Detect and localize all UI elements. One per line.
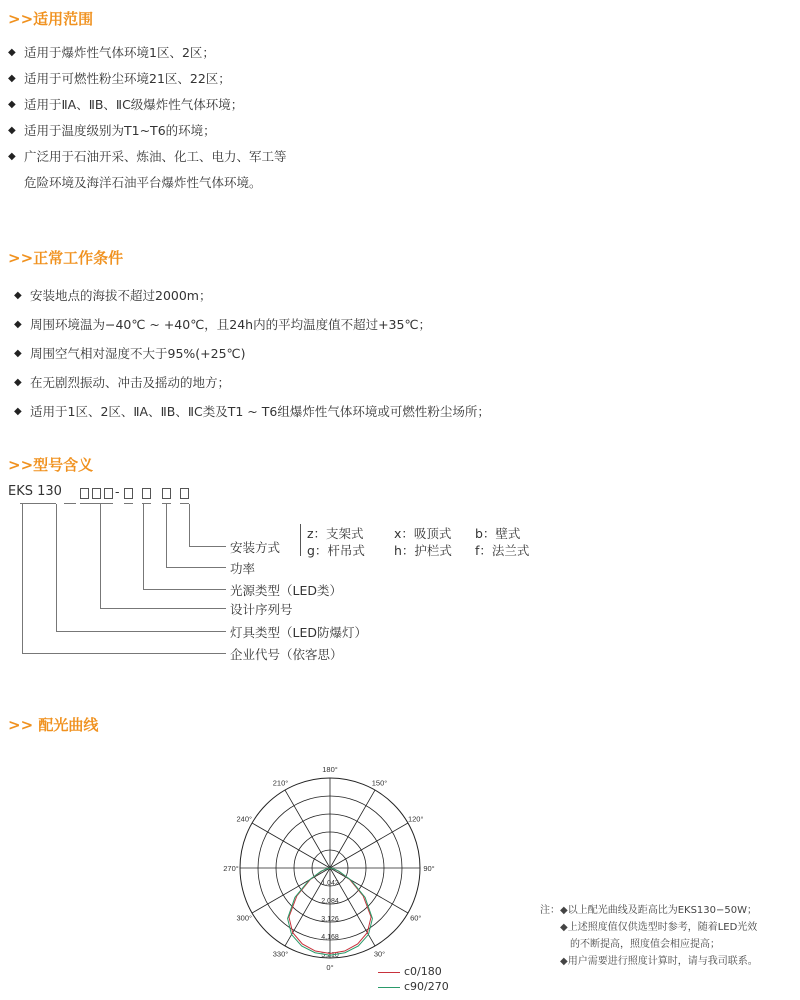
- leader-line: [100, 608, 226, 609]
- model-code-diagram: [8, 484, 568, 664]
- leader-line: [22, 504, 23, 653]
- angle-tick-label: 0°: [326, 963, 334, 972]
- angle-tick-label: 120°: [407, 814, 424, 824]
- radial-tick-label: 3,126: [321, 916, 339, 923]
- list-item: ◆ 适用于可燃性粉尘环境21区、22区；: [8, 66, 287, 92]
- chart-legend: [378, 964, 449, 994]
- polar-spoke: [285, 790, 330, 868]
- mount-option-b: b：壁式: [475, 526, 521, 541]
- company-label: 企业代号（依客思）: [230, 647, 343, 662]
- angle-tick-label: 150°: [371, 778, 388, 788]
- leader-line: [143, 504, 144, 589]
- legend-item: [378, 964, 449, 979]
- code-box: [92, 488, 101, 499]
- note-row: 注：◆以上配光曲线及距高比为EKS130−50W；: [540, 905, 758, 916]
- angle-tick-label: 60°: [410, 913, 422, 923]
- angle-tick-label: 300°: [236, 913, 253, 923]
- leader-line: [166, 567, 226, 568]
- list-item: ◆ 适用于1区、2区、ⅡA、ⅡB、ⅡC类及T1 ~ T6组爆炸性气体环境或可燃性粉尘场所；: [14, 397, 490, 426]
- note-row: ◆上述照度值仅供选型时参考，随着LED光效: [560, 922, 758, 933]
- list-item: [8, 144, 287, 196]
- leader-line: [22, 653, 226, 654]
- underline: [64, 503, 76, 504]
- list-item: ◆ 在无剧烈振动、冲击及摇动的地方；: [14, 368, 490, 397]
- radial-tick-label: 2,084: [321, 898, 339, 905]
- code-box: [80, 488, 89, 499]
- leader-line: [189, 546, 226, 547]
- conditions-list: [14, 281, 490, 426]
- leader-line: [143, 589, 226, 590]
- angle-tick-label: 30°: [373, 949, 386, 959]
- polar-spoke: [330, 823, 408, 868]
- angle-tick-label: 330°: [272, 949, 289, 959]
- radial-tick-label: 4,168: [321, 934, 339, 941]
- mount-option-h: h：护栏式: [394, 543, 452, 558]
- mount-option-g: g：杆吊式: [307, 543, 365, 558]
- polar-spoke: [330, 868, 408, 913]
- leader-line: [56, 504, 57, 631]
- list-item: ◆ 周围空气相对湿度不大于95%(+25℃): [14, 339, 490, 368]
- code-box: [142, 488, 151, 499]
- legend-swatch: [378, 972, 400, 973]
- underline: [20, 503, 56, 504]
- leader-line: [100, 504, 101, 608]
- lamp-type-label: 灯具类型（LED防爆灯）: [230, 625, 367, 640]
- angle-tick-label: 180°: [322, 765, 338, 774]
- scope-list: [8, 40, 287, 196]
- leader-line: [56, 631, 226, 632]
- list-item: ◆ 适用于温度级别为T1~T6的环境；: [8, 118, 287, 144]
- section-title-scope: >>适用范围: [8, 10, 94, 28]
- underline: [80, 503, 113, 504]
- code-box: [124, 488, 133, 499]
- section-title-conditions: >>正常工作条件: [8, 249, 124, 267]
- angle-tick-label: 90°: [423, 864, 435, 873]
- light-source-label: 光源类型（LED类）: [230, 583, 342, 598]
- angle-tick-label: 270°: [223, 864, 239, 873]
- note-row: ◆用户需要进行照度计算时，请与我司联系。: [560, 956, 758, 967]
- model-code-prefix: EKS 130: [8, 484, 62, 499]
- code-dash: -: [115, 484, 120, 499]
- code-box: [104, 488, 113, 499]
- note-text: 用户需要进行照度计算时，请与我司联系。: [567, 956, 758, 967]
- series-label: 设计序列号: [230, 602, 293, 617]
- leader-line: [189, 504, 190, 546]
- legend-label: c0/180: [404, 965, 442, 978]
- chart-notes: [540, 902, 758, 970]
- power-label: 功率: [230, 561, 256, 576]
- underline: [124, 503, 133, 504]
- leader-line: [166, 504, 167, 567]
- mount-label: 安装方式: [230, 540, 281, 555]
- list-item-continuation: 危险环境及海洋石油平台爆炸性气体环境。: [24, 175, 262, 190]
- list-item: ◆ 适用于爆炸性气体环境1区、2区；: [8, 40, 287, 66]
- code-box: [180, 488, 189, 499]
- polar-spoke: [330, 790, 375, 868]
- angle-tick-label: 210°: [272, 778, 289, 788]
- list-item: ◆ 适用于ⅡA、ⅡB、ⅡC级爆炸性气体环境；: [8, 92, 287, 118]
- list-item: ◆ 周围环境温为−40℃ ~ +40℃，且24h内的平均温度值不超过+35℃；: [14, 310, 490, 339]
- polar-spoke: [252, 868, 330, 913]
- brace-line: [300, 524, 301, 556]
- legend-label: c90/270: [404, 980, 449, 993]
- mount-option-f: f：法兰式: [475, 543, 530, 558]
- code-box: [162, 488, 171, 499]
- note-prefix: 注：: [540, 905, 560, 916]
- angle-tick-label: 240°: [236, 814, 253, 824]
- radial-tick-label: 1,042: [321, 880, 339, 887]
- polar-spoke: [252, 823, 330, 868]
- mount-option-x: x：吸顶式: [394, 526, 452, 541]
- section-title-curve: >> 配光曲线: [8, 716, 99, 734]
- legend-item: [378, 979, 449, 994]
- mount-option-z: z：支架式: [307, 526, 364, 541]
- list-item: ◆ 安装地点的海拔不超过2000m；: [14, 281, 490, 310]
- underline: [180, 503, 189, 504]
- legend-swatch: [378, 987, 400, 988]
- section-title-model: >>型号含义: [8, 456, 94, 474]
- note-text: 上述照度值仅供选型时参考，随着LED光效: [567, 922, 758, 933]
- note-continuation: 的不断提高，照度值会相应提高；: [570, 939, 720, 950]
- radial-tick-label: 5,210: [321, 952, 339, 959]
- polar-chart: [223, 765, 435, 972]
- list-item-text: 广泛用于石油开采、炼油、化工、电力、军工等: [24, 149, 287, 164]
- note-text: 以上配光曲线及距高比为EKS130−50W；: [567, 905, 758, 916]
- note-row: [540, 936, 758, 953]
